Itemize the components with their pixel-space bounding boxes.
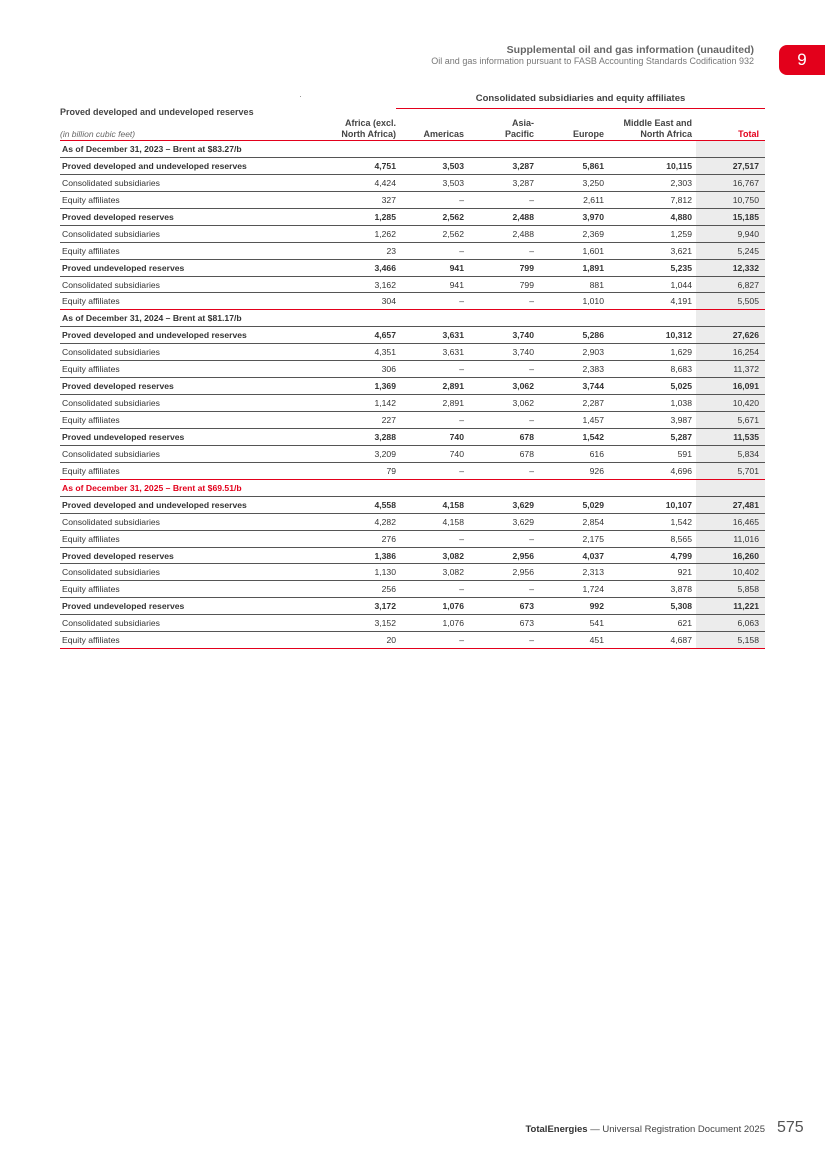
- table-row: [60, 497, 765, 514]
- value-cell: 881: [589, 279, 604, 290]
- row-label: Consolidated subsidiaries: [62, 279, 160, 290]
- value-cell: 2,956: [512, 567, 534, 578]
- table-row: [60, 531, 765, 548]
- value-cell: 10,312: [665, 330, 692, 341]
- row-label: Consolidated subsidiaries: [62, 618, 160, 629]
- value-cell: 1,542: [670, 516, 692, 527]
- value-cell: 4,751: [374, 160, 396, 171]
- table-row: [60, 446, 765, 463]
- row-label: Consolidated subsidiaries: [62, 347, 160, 358]
- total-cell: 9,940: [737, 228, 759, 239]
- value-cell: 2,313: [582, 567, 604, 578]
- value-cell: 2,562: [442, 211, 464, 222]
- table-row: [60, 564, 765, 581]
- value-cell: 941: [449, 279, 464, 290]
- value-cell: 3,970: [582, 211, 604, 222]
- value-cell: –: [459, 635, 464, 646]
- row-label: Proved developed reserves: [62, 381, 174, 392]
- value-cell: 1,542: [582, 431, 604, 442]
- row-label: Proved undeveloped reserves: [62, 262, 185, 273]
- total-cell: 11,016: [733, 533, 759, 544]
- total-cell: 5,245: [737, 245, 759, 256]
- row-label: Proved developed and undeveloped reserves: [62, 330, 247, 341]
- value-cell: 2,891: [442, 381, 464, 392]
- total-cell: 11,535: [733, 431, 759, 442]
- total-cell: 16,465: [732, 516, 759, 527]
- value-cell: 5,029: [582, 499, 604, 510]
- column-header-europe: Europe: [572, 129, 604, 139]
- table-row: [60, 395, 765, 412]
- value-cell: 304: [381, 296, 396, 307]
- value-cell: 4,696: [670, 465, 692, 476]
- value-cell: 591: [677, 448, 692, 459]
- value-cell: –: [459, 415, 464, 425]
- column-header-asia-pacific: Asia- Pacific: [504, 118, 534, 139]
- value-cell: 4,687: [670, 635, 692, 646]
- value-cell: 4,037: [582, 550, 604, 561]
- table-row: [60, 344, 765, 361]
- total-cell: 16,091: [732, 381, 759, 392]
- value-cell: 2,891: [442, 398, 464, 409]
- value-cell: 3,250: [582, 177, 604, 188]
- value-cell: 227: [381, 415, 396, 425]
- value-cell: 1,891: [582, 262, 604, 273]
- value-cell: 3,466: [374, 262, 396, 273]
- total-cell: 16,767: [732, 177, 759, 188]
- total-cell: 11,221: [733, 601, 759, 612]
- value-cell: 678: [519, 448, 534, 459]
- table-row: [60, 412, 765, 429]
- value-cell: 5,861: [582, 160, 604, 171]
- reserves-table: [60, 141, 765, 649]
- total-cell: 10,750: [732, 194, 759, 205]
- table-row: [60, 260, 765, 277]
- total-cell: 6,827: [737, 279, 759, 290]
- value-cell: 678: [519, 431, 534, 442]
- value-cell: 276: [381, 533, 396, 544]
- table-row: [60, 277, 765, 294]
- value-cell: –: [529, 364, 534, 375]
- total-cell: 10,420: [732, 398, 759, 409]
- value-cell: 3,987: [670, 415, 692, 425]
- value-cell: 1,076: [442, 618, 464, 629]
- row-label: Proved developed reserves: [62, 211, 174, 222]
- value-cell: 1,457: [582, 415, 604, 425]
- value-cell: 5,287: [670, 431, 692, 442]
- table-row: [60, 429, 765, 446]
- value-cell: –: [529, 296, 534, 307]
- row-label: Consolidated subsidiaries: [62, 567, 160, 578]
- total-cell: 5,858: [737, 584, 759, 595]
- table-row: [60, 327, 765, 344]
- total-cell: 12,332: [732, 262, 759, 273]
- row-label: Proved undeveloped reserves: [62, 431, 185, 442]
- value-cell: 1,130: [374, 567, 396, 578]
- value-cell: 616: [589, 448, 604, 459]
- label-header: Proved developed and undeveloped reserves: [60, 107, 254, 117]
- table-row: [60, 175, 765, 192]
- table-row: [60, 158, 765, 175]
- total-cell: 27,517: [732, 160, 759, 171]
- value-cell: 1,369: [374, 381, 396, 392]
- section-header-row: [60, 480, 765, 497]
- table-row: [60, 581, 765, 598]
- row-label: Equity affiliates: [62, 465, 120, 476]
- value-cell: 5,235: [670, 262, 692, 273]
- value-cell: –: [459, 465, 464, 476]
- table-row: [60, 209, 765, 226]
- total-cell: 16,260: [732, 550, 759, 561]
- table-row: [60, 514, 765, 531]
- value-cell: 1,044: [670, 279, 692, 290]
- value-cell: 7,812: [670, 194, 692, 205]
- value-cell: 2,287: [582, 398, 604, 409]
- row-label: Consolidated subsidiaries: [62, 177, 160, 188]
- value-cell: 1,386: [374, 550, 396, 561]
- table-row: [60, 293, 765, 310]
- value-cell: 4,282: [374, 516, 396, 527]
- value-cell: 3,162: [374, 279, 396, 290]
- value-cell: 3,878: [670, 584, 692, 595]
- row-label: Consolidated subsidiaries: [62, 448, 160, 459]
- value-cell: 3,082: [442, 550, 464, 561]
- value-cell: 2,303: [670, 177, 692, 188]
- column-header-africa: Africa (excl. North Africa): [341, 118, 396, 139]
- table-row: [60, 548, 765, 565]
- total-cell: 6,063: [737, 618, 759, 629]
- value-cell: 673: [519, 618, 534, 629]
- value-cell: 3,062: [512, 381, 534, 392]
- value-cell: 3,152: [374, 618, 396, 629]
- value-cell: 3,287: [512, 160, 534, 171]
- total-cell: 5,671: [737, 415, 759, 425]
- table-row: [60, 226, 765, 243]
- value-cell: 541: [589, 618, 604, 629]
- value-cell: 4,158: [442, 499, 464, 510]
- value-cell: 5,025: [670, 381, 692, 392]
- section-title: Supplemental oil and gas information (unaudited): [506, 44, 754, 56]
- row-label: Consolidated subsidiaries: [62, 516, 160, 527]
- row-label: Equity affiliates: [62, 415, 120, 425]
- value-cell: 1,629: [670, 347, 692, 358]
- value-cell: 926: [589, 465, 604, 476]
- column-header-label: [60, 107, 340, 140]
- total-cell: 15,185: [732, 211, 759, 222]
- value-cell: 10,115: [666, 160, 692, 171]
- value-cell: 3,172: [374, 601, 396, 612]
- value-cell: 256: [381, 584, 396, 595]
- table-row: [60, 361, 765, 378]
- footer-brand: TotalEnergies: [525, 1124, 588, 1135]
- value-cell: 1,259: [670, 228, 692, 239]
- value-cell: 1,724: [582, 584, 604, 595]
- value-cell: 740: [449, 431, 464, 442]
- value-cell: 3,209: [374, 448, 396, 459]
- value-cell: 3,629: [512, 499, 534, 510]
- group-header-rule: [396, 108, 765, 109]
- column-header-middle-east: Middle East and North Africa: [623, 118, 692, 139]
- value-cell: 2,903: [582, 347, 604, 358]
- value-cell: –: [529, 533, 534, 544]
- total-cell: 16,254: [732, 347, 759, 358]
- row-label: Equity affiliates: [62, 245, 120, 256]
- value-cell: 1,285: [374, 211, 396, 222]
- value-cell: 4,158: [442, 516, 464, 527]
- value-cell: 2,175: [582, 533, 604, 544]
- total-cell: 11,372: [733, 364, 759, 375]
- group-header: Consolidated subsidiaries and equity affiliates: [475, 93, 686, 104]
- value-cell: 3,740: [512, 330, 534, 341]
- value-cell: 2,956: [512, 550, 534, 561]
- value-cell: 1,601: [582, 245, 604, 256]
- value-cell: 4,799: [670, 550, 692, 561]
- row-label: Equity affiliates: [62, 194, 120, 205]
- value-cell: 2,488: [512, 228, 534, 239]
- column-header-americas: Americas: [423, 129, 464, 139]
- total-cell: 5,701: [737, 465, 759, 476]
- value-cell: 2,488: [512, 211, 534, 222]
- value-cell: 10,107: [665, 499, 692, 510]
- table-row: [60, 598, 765, 615]
- value-cell: 2,854: [582, 516, 604, 527]
- value-cell: 4,351: [374, 347, 396, 358]
- value-cell: 621: [677, 618, 692, 629]
- value-cell: 3,287: [512, 177, 534, 188]
- table-row: [60, 463, 765, 480]
- chapter-tab[interactable]: 9: [779, 45, 825, 75]
- value-cell: 1,038: [670, 398, 692, 409]
- total-cell: 5,158: [737, 635, 759, 646]
- value-cell: 5,308: [670, 601, 692, 612]
- value-cell: –: [459, 296, 464, 307]
- value-cell: 3,629: [512, 516, 534, 527]
- section-title: As of December 31, 2024 – Brent at $81.17/b: [62, 313, 242, 324]
- table-row: [60, 192, 765, 209]
- row-label: Proved developed reserves: [62, 550, 174, 561]
- value-cell: 3,744: [582, 381, 604, 392]
- value-cell: 5,286: [582, 330, 604, 341]
- row-label: Proved developed and undeveloped reserves: [62, 499, 247, 510]
- value-cell: 4,191: [670, 296, 692, 307]
- total-cell: 27,481: [732, 499, 759, 510]
- row-label: Proved undeveloped reserves: [62, 601, 185, 612]
- value-cell: 4,558: [374, 499, 396, 510]
- total-cell: 27,626: [732, 330, 759, 341]
- table-row: [60, 615, 765, 632]
- value-cell: 3,631: [442, 347, 464, 358]
- value-cell: 3,288: [374, 431, 396, 442]
- value-cell: 327: [381, 194, 396, 205]
- value-cell: 1,010: [582, 296, 604, 307]
- value-cell: –: [459, 584, 464, 595]
- value-cell: 8,565: [670, 533, 692, 544]
- value-cell: 451: [589, 635, 604, 646]
- row-label: Equity affiliates: [62, 364, 120, 375]
- section-header-row: [60, 141, 765, 158]
- value-cell: 306: [381, 364, 396, 375]
- value-cell: 3,621: [670, 245, 692, 256]
- value-cell: 79: [386, 465, 396, 476]
- row-label: Equity affiliates: [62, 533, 120, 544]
- value-cell: 740: [449, 448, 464, 459]
- footer: [525, 1124, 765, 1135]
- footer-text: — Universal Registration Document 2025: [587, 1124, 765, 1135]
- value-cell: –: [459, 533, 464, 544]
- value-cell: 3,082: [442, 567, 464, 578]
- value-cell: 3,503: [442, 160, 464, 171]
- value-cell: –: [529, 415, 534, 425]
- value-cell: 23: [386, 245, 396, 256]
- row-label: Equity affiliates: [62, 296, 120, 307]
- value-cell: 941: [449, 262, 464, 273]
- value-cell: 4,880: [670, 211, 692, 222]
- value-cell: 1,076: [442, 601, 464, 612]
- table-row: [60, 632, 765, 649]
- value-cell: 2,383: [582, 364, 604, 375]
- value-cell: 8,683: [670, 364, 692, 375]
- value-cell: 3,503: [442, 177, 464, 188]
- value-cell: 3,062: [512, 398, 534, 409]
- value-cell: –: [459, 364, 464, 375]
- row-label: Equity affiliates: [62, 584, 120, 595]
- value-cell: 4,424: [374, 177, 396, 188]
- value-cell: 2,611: [583, 194, 604, 205]
- value-cell: 992: [589, 601, 604, 612]
- unit-subheader: (in billion cubic feet): [60, 129, 136, 139]
- section-subtitle: Oil and gas information pursuant to FASB Accounting Standards Codification 932: [431, 56, 754, 66]
- value-cell: –: [459, 245, 464, 256]
- value-cell: –: [529, 194, 534, 205]
- value-cell: 3,740: [512, 347, 534, 358]
- row-label: Consolidated subsidiaries: [62, 398, 160, 409]
- total-cell: 5,834: [737, 448, 759, 459]
- section-header-row: [60, 310, 765, 327]
- value-cell: 3,631: [442, 330, 464, 341]
- value-cell: 799: [519, 279, 534, 290]
- value-cell: 2,562: [442, 228, 464, 239]
- value-cell: 1,142: [374, 398, 396, 409]
- value-cell: –: [529, 635, 534, 646]
- value-cell: 4,657: [374, 330, 396, 341]
- table-row: [60, 378, 765, 395]
- value-cell: –: [529, 245, 534, 256]
- column-header-total: Total: [738, 129, 759, 139]
- value-cell: 921: [677, 567, 692, 578]
- table-row: [60, 243, 765, 260]
- value-cell: 799: [519, 262, 534, 273]
- value-cell: –: [459, 194, 464, 205]
- value-cell: 20: [386, 635, 396, 646]
- value-cell: –: [529, 465, 534, 476]
- page-number: 575: [777, 1119, 804, 1136]
- total-cell: 10,402: [732, 567, 759, 578]
- section-title: As of December 31, 2025 – Brent at $69.51/b: [62, 482, 242, 493]
- value-cell: 673: [519, 601, 534, 612]
- row-label: Equity affiliates: [62, 635, 120, 646]
- value-cell: 1,262: [374, 228, 396, 239]
- value-cell: 2,369: [582, 228, 604, 239]
- section-title: As of December 31, 2023 – Brent at $83.27/b: [62, 144, 242, 154]
- stray-dot: [300, 96, 301, 97]
- row-label: Proved developed and undeveloped reserves: [62, 160, 247, 171]
- row-label: Consolidated subsidiaries: [62, 228, 160, 239]
- value-cell: –: [529, 584, 534, 595]
- total-cell: 5,505: [737, 296, 759, 307]
